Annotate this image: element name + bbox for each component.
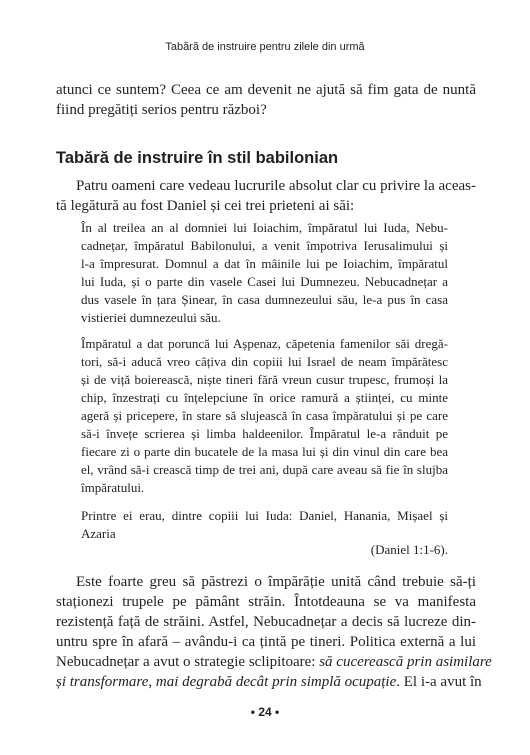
text-line: lui Iuda, și o parte din vasele Casei lui Dumnezeu. Nebucadnețar a (81, 274, 448, 289)
text-line: atunci ce suntem? Ceea ce am devenit ne ajută să fim gata de nuntă (56, 82, 476, 98)
text-line: fiind pregătiți serios pentru război? (56, 102, 267, 118)
text-line: untru spre în afară – avându-i ca țintă pe tineri. Politica externă a lui (56, 634, 476, 650)
text-line: să-i învețe scrierea și limba haldeenilor. Împăratul le-a rânduit pe (81, 426, 448, 441)
text-line: În al treilea an al domniei lui Ioiachim, împăratul lui Iuda, Nebu- (81, 220, 448, 235)
text-line: Printre ei erau, dintre copiii lui Iuda: Daniel, Hanania, Mișael și (81, 508, 448, 523)
text-line: Azaria (81, 526, 116, 541)
text-line: vistieriei dumnezeului său. (81, 310, 221, 325)
text-line: l-a împresurat. Domnul a dat în mâinile lui pe Ioiachim, împăratul (81, 256, 448, 271)
section-lead-paragraph (56, 176, 476, 216)
text-line: ageră și pricepere, în stare să slujească în casa împăratului și pe care (81, 408, 448, 423)
text-line: și de viță boierească, niște tineri fără vreun cusur trupesc, frumoși la (81, 372, 448, 387)
emphasis-text: și transformare, mai degrabă decât prin simplă ocupație (56, 674, 397, 690)
page-number: • 24 • (250, 705, 280, 719)
scripture-quote-paragraph-2 (81, 335, 448, 497)
text-line: dus vasele în țara Șinear, în casa dumnezeului său, le-a pus în casa (81, 292, 448, 307)
text-line: Este foarte greu să păstrezi o împărăție unită când trebuie să-ți (76, 574, 476, 590)
text-line: împăratului. (81, 480, 145, 495)
text-line: fiecare zi o parte din bucatele de la masa lui și din vinul din care bea (81, 444, 448, 459)
text-line (56, 672, 482, 692)
text-line: tă legătură au fost Daniel și cei trei prieteni ai săi: (56, 198, 355, 214)
scripture-citation: (Daniel 1:1-6). (370, 542, 448, 557)
emphasis-text: să cucerească prin asimilare (319, 654, 492, 670)
text-line: Patru oameni care vedeau lucrurile absolut clar cu privire la aceas- (76, 178, 476, 194)
text-line: cadnețar, împăratul Babilonului, a venit împotriva Ierusalimului și (81, 238, 448, 253)
text-run: Nebucadnețar a avut o strategie sclipitoare: (56, 654, 320, 670)
text-line (56, 652, 492, 672)
text-line: el, vrând să-i crească timp de trei ani, după care aveau să fie în slujba (81, 462, 448, 477)
text-run: . El i-a avut în (396, 674, 482, 690)
text-line: rezistență față de străini. Astfel, Nebucadnețar a decis să lucreze din- (56, 614, 476, 630)
text-line: staționezi trupele pe pământ străin. Întotdeauna se va manifesta (56, 594, 476, 610)
text-line: tori, să-i aducă vreo câțiva din copiii lui Israel de neam împărătesc (81, 354, 448, 369)
closing-paragraph (56, 572, 492, 692)
intro-paragraph (56, 80, 476, 120)
scripture-quote-paragraph-3 (81, 507, 448, 543)
running-header: Tabără de instruire pentru zilele din urmă (165, 41, 365, 53)
scripture-quote-paragraph-1 (81, 219, 448, 327)
section-heading: Tabără de instruire în stil babilonian (56, 149, 339, 167)
text-line: Împăratul a dat poruncă lui Așpenaz, căpetenia famenilor săi dregă- (81, 336, 448, 351)
text-line: chip, înzestrați cu înțelepciune în orice ramură a științei, cu minte (81, 390, 448, 405)
